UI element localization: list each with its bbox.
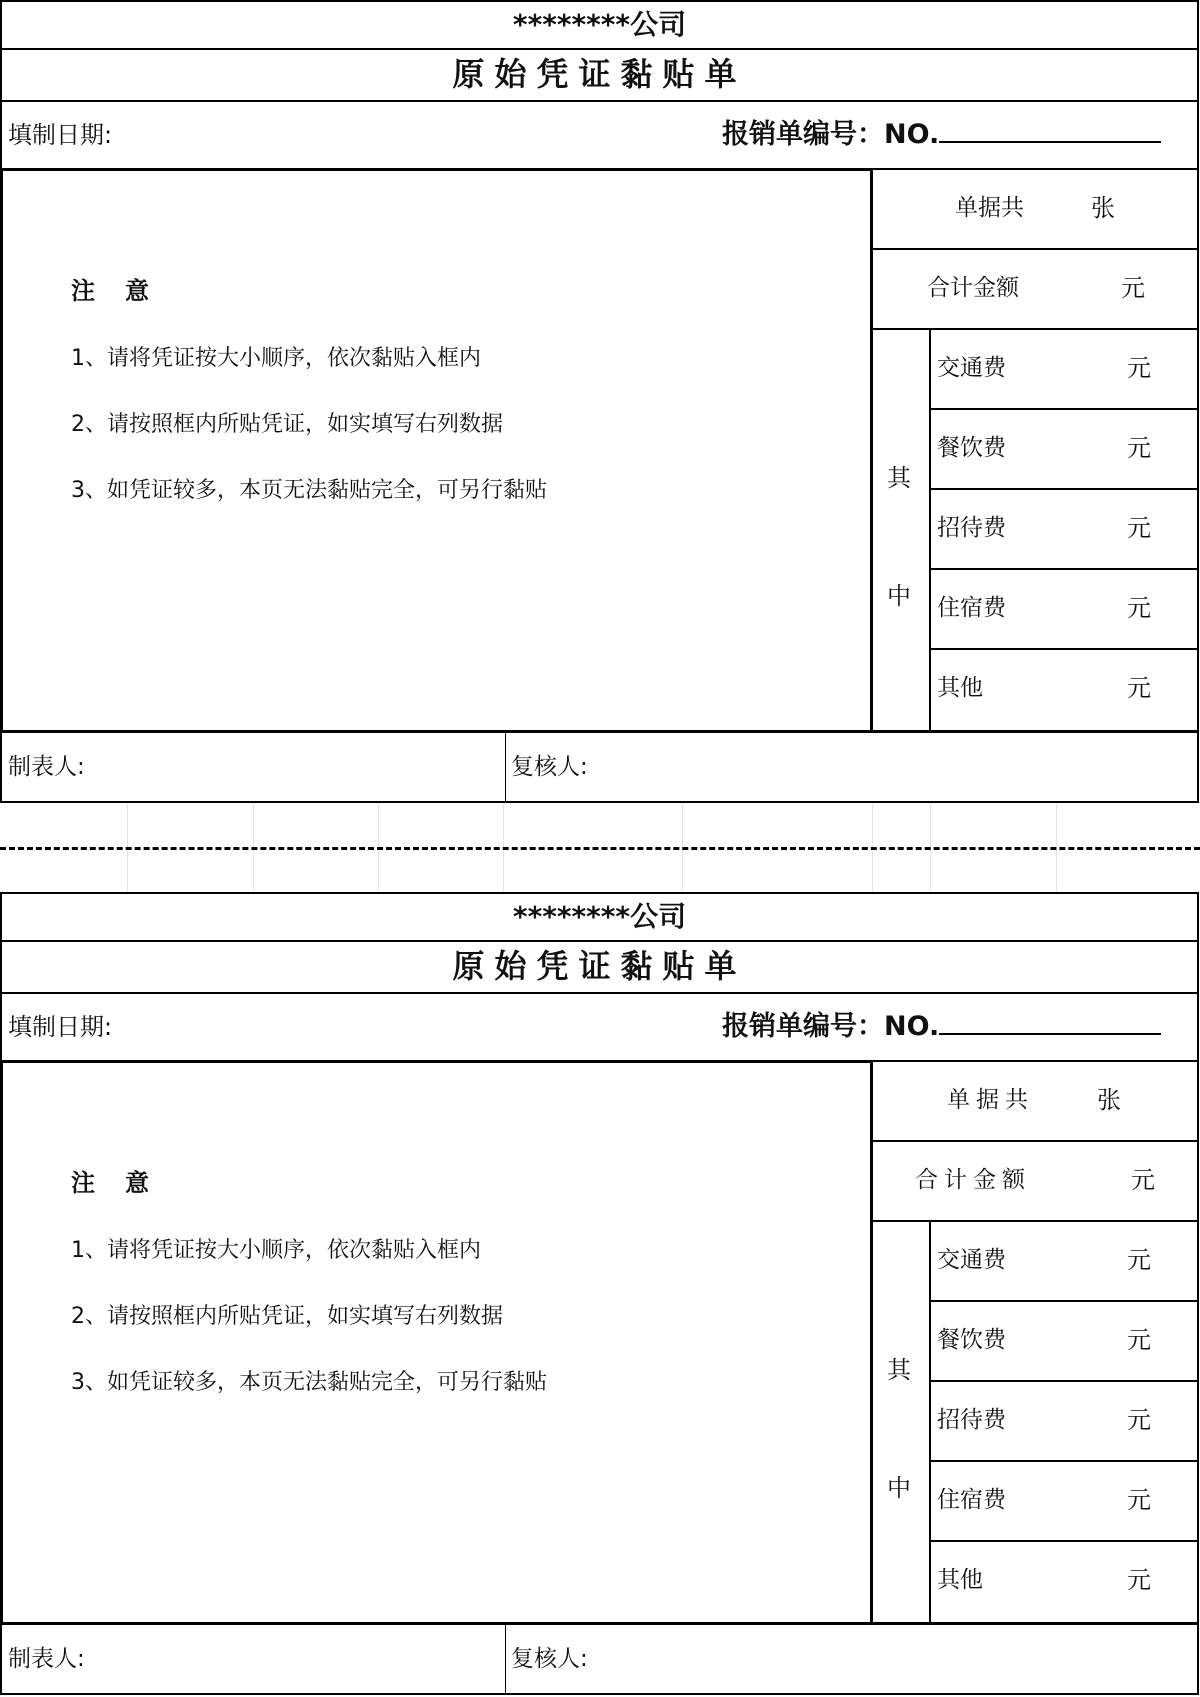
expense-row-transport[interactable] (929, 1220, 1199, 1302)
among-label-cell (871, 1220, 931, 1625)
report-number-blank[interactable] (939, 1013, 1161, 1035)
company-name: ********公司 (0, 0, 1199, 50)
voucher-paste-area (0, 1060, 873, 1625)
expense-row-other[interactable] (929, 1540, 1199, 1625)
expense-label: 交通费 (937, 355, 1006, 381)
preparer-label: 制表人: (8, 754, 85, 780)
among-char-1: 其 (887, 464, 911, 492)
expense-unit: 元 (1127, 594, 1151, 622)
expense-label: 交通费 (937, 1247, 1006, 1273)
expense-unit: 元 (1127, 514, 1151, 542)
expense-label: 其他 (937, 1567, 983, 1593)
expense-row-entertainment[interactable] (929, 1380, 1199, 1462)
report-number-blank[interactable] (939, 121, 1161, 143)
document-count-label: 单据共 (955, 195, 1024, 221)
expense-label: 其他 (937, 675, 983, 701)
expense-unit: 元 (1127, 354, 1151, 382)
info-row (0, 100, 1199, 170)
report-number-field[interactable] (722, 994, 1161, 1060)
report-number-label: 报销单编号：NO. (722, 1011, 940, 1042)
expense-unit: 元 (1127, 1566, 1151, 1594)
fill-date-label: 填制日期: (8, 121, 113, 149)
form-title: 原始凭证黏贴单 (0, 940, 1199, 994)
fill-date-label: 填制日期: (8, 1013, 113, 1041)
company-name: ********公司 (0, 892, 1199, 942)
expense-label: 餐饮费 (937, 1327, 1006, 1353)
voucher-paste-area (0, 168, 873, 733)
reviewer-label: 复核人: (511, 1646, 588, 1672)
expense-unit: 元 (1127, 1406, 1151, 1434)
form-title: 原始凭证黏贴单 (0, 48, 1199, 102)
notice-item-3: 3、如凭证较多，本页无法黏贴完全，可另行黏贴 (71, 478, 547, 503)
expense-row-meals[interactable] (929, 408, 1199, 490)
total-amount-label: 合计金额 (915, 1167, 1031, 1193)
total-amount-cell[interactable] (871, 1140, 1199, 1222)
info-row (0, 992, 1199, 1062)
expense-unit: 元 (1127, 434, 1151, 462)
notice-item-2: 2、请按照框内所贴凭证，如实填写右列数据 (71, 412, 503, 437)
notice-item-1: 1、请将凭证按大小顺序，依次黏贴入框内 (71, 1238, 481, 1263)
report-number-field[interactable] (722, 102, 1161, 168)
preparer-label: 制表人: (8, 1646, 85, 1672)
notice-title: 注意 (71, 277, 179, 305)
expense-unit: 元 (1127, 674, 1151, 702)
signature-divider (505, 1625, 506, 1693)
document-count-unit: 张 (1091, 194, 1115, 222)
expense-row-entertainment[interactable] (929, 488, 1199, 570)
notice-item-2: 2、请按照框内所贴凭证，如实填写右列数据 (71, 1304, 503, 1329)
document-count-unit: 张 (1097, 1086, 1121, 1114)
expense-row-lodging[interactable] (929, 1460, 1199, 1542)
expense-unit: 元 (1127, 1486, 1151, 1514)
total-amount-label: 合计金额 (927, 275, 1019, 301)
total-amount-unit: 元 (1121, 274, 1145, 302)
expense-label: 住宿费 (937, 1487, 1006, 1513)
among-char-2: 中 (887, 1474, 911, 1502)
expense-row-transport[interactable] (929, 328, 1199, 410)
total-amount-cell[interactable] (871, 248, 1199, 330)
signature-divider (505, 733, 506, 801)
document-count-cell[interactable] (871, 1060, 1199, 1142)
cut-gap (0, 803, 1200, 892)
expense-label: 住宿费 (937, 595, 1006, 621)
expense-row-lodging[interactable] (929, 568, 1199, 650)
among-label-cell (871, 328, 931, 733)
total-amount-unit: 元 (1131, 1166, 1155, 1194)
signature-row (0, 1623, 1199, 1695)
among-char-1: 其 (887, 1356, 911, 1384)
notice-title: 注意 (71, 1169, 179, 1197)
expense-unit: 元 (1127, 1246, 1151, 1274)
document-count-label: 单据共 (947, 1087, 1034, 1113)
notice-item-1: 1、请将凭证按大小顺序，依次黏贴入框内 (71, 346, 481, 371)
signature-row (0, 731, 1199, 803)
expense-label: 招待费 (937, 1407, 1006, 1433)
expense-row-other[interactable] (929, 648, 1199, 733)
expense-label: 招待费 (937, 515, 1006, 541)
notice-item-3: 3、如凭证较多，本页无法黏贴完全，可另行黏贴 (71, 1370, 547, 1395)
document-count-cell[interactable] (871, 168, 1199, 250)
report-number-label: 报销单编号：NO. (722, 119, 940, 150)
reviewer-label: 复核人: (511, 754, 588, 780)
cut-line (0, 847, 1200, 850)
expense-label: 餐饮费 (937, 435, 1006, 461)
among-char-2: 中 (887, 582, 911, 610)
expense-row-meals[interactable] (929, 1300, 1199, 1382)
expense-unit: 元 (1127, 1326, 1151, 1354)
